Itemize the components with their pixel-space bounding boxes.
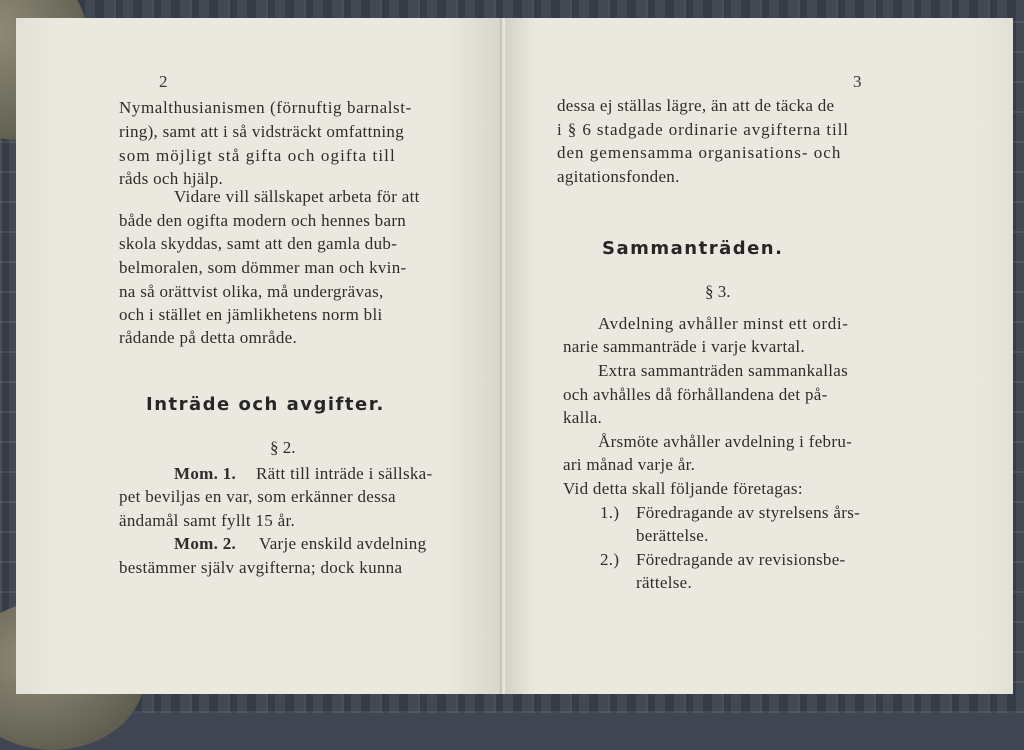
text-line: Avdelning avhåller minst ett ordi-: [598, 314, 849, 333]
text-line: rådande på detta område.: [119, 328, 298, 347]
text-line: och avhålles då förhållandena det på-: [563, 385, 828, 404]
text-line: och i stället en jämlikhetens norm bli: [119, 305, 383, 324]
text-line: Vidare vill sällskapet arbeta för att: [174, 187, 420, 206]
text-line: belmoralen, som dömmer man och kvin-: [119, 258, 407, 277]
text-line: ändamål samt fyllt 15 år.: [119, 511, 296, 530]
mom-label: Mom. 2.: [174, 534, 237, 553]
text-line: Extra sammanträden sammankallas: [598, 361, 849, 380]
text-line: dessa ej ställas lägre, än att de täcka de: [557, 96, 835, 115]
text-line: ari månad varje år.: [563, 455, 696, 474]
text-line: som möjligt stå gifta och ogifta till: [119, 146, 396, 165]
text-line: ring), samt att i så vidsträckt omfattning: [119, 122, 405, 141]
text-line: Årsmöte avhåller avdelning i febru-: [598, 432, 853, 451]
text-line: Nymalthusianismen (förnuftig barnalst-: [119, 98, 412, 117]
item-number: 1.): [600, 503, 620, 522]
text-line: Rätt till inträde i sällska-: [256, 464, 433, 483]
text-line: rättelse.: [636, 573, 693, 592]
section-number: § 2.: [270, 438, 296, 457]
text-line: na så orättvist olika, må undergrävas,: [119, 282, 384, 301]
item-number: 2.): [600, 550, 620, 569]
text-line: berättelse.: [636, 526, 709, 545]
left-page: [16, 18, 502, 694]
text-line: Föredragande av styrelsens års-: [636, 503, 861, 522]
text-line: både den ogifta modern och hennes barn: [119, 211, 407, 230]
text-line: i § 6 stadgade ordinarie avgifterna till: [557, 120, 849, 139]
text-line: råds och hjälp.: [119, 169, 224, 188]
text-line: kalla.: [563, 408, 603, 427]
text-line: den gemensamma organisations- och: [557, 143, 842, 162]
text-line: pet beviljas en var, som erkänner dessa: [119, 487, 396, 506]
right-page: [505, 18, 1013, 694]
text-line: skola skyddas, samt att den gamla dub-: [119, 234, 398, 253]
page-number: 3: [853, 72, 862, 91]
section-number: § 3.: [705, 282, 731, 301]
section-heading: Inträde och avgifter.: [146, 394, 385, 415]
section-heading: Sammanträden.: [602, 238, 784, 259]
text-line: Varje enskild avdelning: [259, 534, 427, 553]
text-line: bestämmer själv avgifterna; dock kunna: [119, 558, 403, 577]
text-line: narie sammanträde i varje kvartal.: [563, 337, 805, 356]
text-line: agitationsfonden.: [557, 167, 680, 186]
mom-label: Mom. 1.: [174, 464, 237, 483]
text-line: Föredragande av revisionsbe-: [636, 550, 846, 569]
text-line: Vid detta skall följande företagas:: [563, 479, 803, 498]
page-number: 2: [159, 72, 168, 91]
